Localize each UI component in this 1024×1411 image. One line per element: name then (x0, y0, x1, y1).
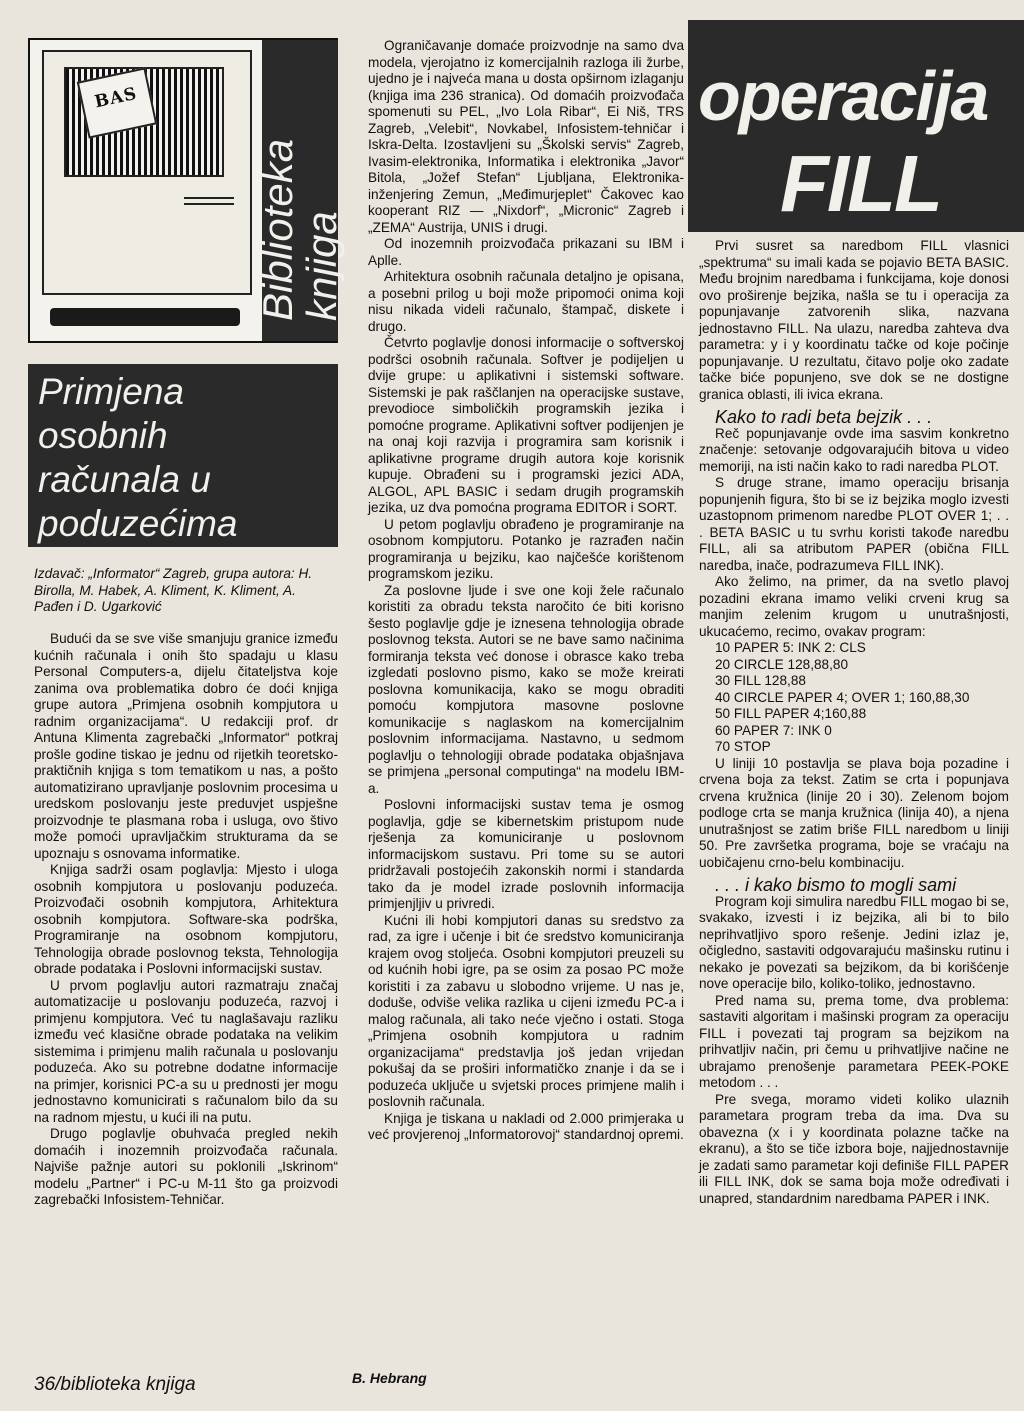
paragraph: Kućni ili hobi kompjutori danas su sredstvo za rad, za igre i učenje i bit će sredstvo komuniciranja krajem ovog stoljeća. Osobni kompjutori preuzeli su od kućnih hobi igre, pa se osim za posao PC može koristiti i za zabavu u slobodno vrijeme. U nas je, doduše, odviše velika razlika u cijeni između PC-a i malog računala, ali tako neće vječno i ostati. Stoga „Primjena osobnih kompjutora u radnim organizacijama“ predstavlja još jedan vrijedan pokušaj da se proširi informatičko znanje i da se i poduzeća uključe u svjetski proces primjene malih i poslovnih računala. (368, 912, 684, 1109)
fill-article-header (688, 20, 1024, 232)
paragraph: U liniji 10 postavlja se plava boja pozadine i crvena boja za tekst. Zatim se crta i popunjava crvena kružnica (linije 20 i 30). Zelenom bojom podloge crta se manja kružnica (linija 40), a njena unutrašnjost se zatim briše FILL naredbom u liniji 50. Pre završetka programa, boje se vraćaju na uobičajenu crno-belu kombinaciju. (699, 755, 1009, 870)
page-footer: 36/biblioteka knjiga (34, 1374, 196, 1395)
header-line-2: FILL (780, 139, 941, 228)
paragraph: Pred nama su, prema tome, dva problema: sastaviti algoritam i mašinski program za operaciju FILL i povezati taj program sa bejzikom na prihvatljiv način, pri čemu u prihvatljive načine ne ubrajamo prenošenje parametara PEEK-POKE metodom . . . (699, 992, 1009, 1090)
code-line: 60 PAPER 7: INK 0 (715, 722, 832, 738)
paragraph: Program koji simulira naredbu FILL mogao bi se, svakako, izvesti i iz bejzika, ali bi to bilo neprihvatljivo sporo rešenje. Jedini izlaz je, očigledno, sastaviti odgovarajuću mašinsku rutinu i nekako je povezati sa bejzikom, da bi korišćenje nove operacije bilo, koliko-toliko, jednostavno. (699, 893, 1009, 991)
section-label: Biblioteka knjiga (254, 138, 345, 321)
paragraph: Knjiga sadrži osam poglavlja: Mjesto i uloga osobnih kompjutora u poslovanju poduzeća. Proizvođači osobnih kompjutora, Arhitektura osobnih kompjutora. Software-ska podrška, Programiranje na osobnom kompjutoru, Tehnologija obrade poslovnog teksta, Tehnologija obrade podataka i Poslovni informacijski sustav. (34, 862, 338, 976)
paragraph: Arhitektura osobnih računala detaljno je opisana, a posebni prilog u boji može pripomoći onima koji nisu nikada videli računalo, štampač, diskete i drugo. (368, 269, 684, 334)
code-listing (699, 640, 1009, 756)
paragraph: Prvi susret sa naredbom FILL vlasnici „spektruma“ su imali kada se pojavio BETA BASIC. Među brojnim naredbama i funkcijama, koje donosi ovo proširenje bejzika, našla se tu i operacija za popunjavanje zatvorenih slika, nazvana jednostavno FILL. Na ulazu, naredba zahteva dva parametra: y i y koordinatu tačke od koje počinje popunjavanje. U rezultatu, čitavo polje oko zadate tačke biće popunjeno, sve dok se ne dostigne granica oblasti, ili ivica ekrana. (699, 238, 1009, 402)
book-credits: Izdavač: „Informator“ Zagreb, grupa autora: H. Birolla, M. Habek, A. Kliment, K. Kliment, A. Pađen i D. Ugarković (34, 566, 313, 614)
paragraph: Pre svega, moramo videti koliko ulaznih parametara program treba da ima. Dva su obavezna (x i y koordinata polazne tačke na ekranu), a što se tiče izbora boje, najjednostavnije je zadati samo parametar koji definiše FILL PAPER ili FILL INK, dok se sama boja može određivati i unapred, standardnim naredbama PAPER i INK. (699, 1091, 1009, 1206)
paragraph: Knjiga je tiskana u nakladi od 2.000 primjeraka u već provjerenoj „Informatorovoj“ standardnoj opremi. (368, 1110, 684, 1142)
paragraph: Od inozemnih proizvođača prikazani su IBM i Aplle. (368, 236, 684, 268)
code-line: 40 CIRCLE PAPER 4; OVER 1; 160,88,30 (715, 689, 970, 705)
article-title: Primjena osobnih računala u poduzećima (28, 364, 338, 547)
paragraph: U prvom poglavlju autori razmatraju značaj automatizacije u poslovanju poduzeća, razvoj i primjenu kompjutora. Već tu naglašavaju razliku između već klasične obrade podataka na velikim sistemima i primjenu malih računala u poslovanju poduzeća. Ako su potrebne dodatne informacije na primjer, korisnici PC-a su u prednosti jer mogu jednostavno komunicirati s računalom bilo da su na radnom mjestu, u kući ili na putu. (34, 977, 338, 1125)
paragraph: Ograničavanje domaće proizvodnje na samo dva modela, vjerojatno iz komercijalnih razloga ili žurbe, ujedno je i najveća mana u dosta opširnom izlaganju (knjiga ima 236 stranica). Od domaćih proizvođača spomenuti su PEL, „Ivo Lola Ribar“, Ei Niš, TRS Zagreb, „Velebit“, Novkabel, Infosistem-tehničar i Iskra-Delta. Izostavljeni su „Školski servis“ Zagreb, Ivasim-elektronika, Informatika i elektronika „Javor“ Bitola, „Jožef Stefan“ Ljubljana, Elektronika-inženjering Zemun, „Međimurjeplet“ Čakovec kao kooperant RIZ — „Nixdorf“, „Micronic“ Zagreb i „ZEMA“ Austrija, UNIS i drugi. (368, 38, 684, 235)
article-column-2 (368, 38, 684, 1144)
paragraph: S druge strane, imamo operaciju brisanja popunjenih figura, što bi se iz bejzika moglo izvesti uzastopnom primenom naredbe PLOT OVER 1; . . . BETA BASIC u tu svrhu koristi takođe naredbu FILL, ali sa atributom PAPER (obična FILL naredba, inače, podrazumeva FILL INK). (699, 475, 1009, 573)
computer-icon (42, 50, 252, 295)
code-line: 50 FILL PAPER 4;160,88 (715, 706, 867, 721)
keyboard-icon (50, 308, 240, 326)
code-line: 70 STOP (715, 739, 771, 754)
code-line: 20 CIRCLE 128,88,80 (715, 656, 849, 672)
subheading: . . . i kako bismo to mogli sami (715, 875, 957, 895)
article-column-1 (34, 631, 338, 1209)
paragraph: Reč popunjavanje ovde ima sasvim konkretno značenje: setovanje odgovarajućih bitova u video memoriji, na isti način kako to radi naredba PLOT. (699, 425, 1009, 474)
fill-article-column (699, 238, 1009, 1207)
disk-slot-icon (184, 197, 234, 205)
subheading: Kako to radi beta bejzik . . . (715, 407, 933, 427)
code-line: 10 PAPER 5: INK 2: CLS (715, 640, 866, 655)
section-label-box (254, 40, 345, 341)
header-line-1: operacija (698, 57, 988, 135)
paragraph: Ako želimo, na primer, da na svetlo plavoj pozadini ekrana imamo veliki crveni krug sa manjim zelenim krugom u unutrašnjosti, ukucaćemo, recimo, ovakav program: (699, 574, 1009, 639)
book-illustration (28, 38, 345, 343)
basic-card: BAS (77, 67, 158, 138)
paragraph: Za poslovne ljude i sve one koji žele računalo koristiti za obradu teksta naročito će biti korisno šesto poglavlje gdje je iznesena tehnologija obrade poslovnog teksta. Autori se ne bave samo načinima formiranja teksta već donose i obrasce kako treba izgledati poslovno pismo, kako se može kreirati poslovna komunikacija, kako se mogu obraditi pomoću kompjutora masovne poslovne komunikacije s naglaskom na komercijalnim poslovnim informacijama. Nastavno, u sedmom poglavlju o tehnologiji obrade podataka objašnjava se primjena „personal computinga“ na modelu IBM-a. (368, 582, 684, 796)
author-signature: B. Hebrang (352, 1370, 427, 1386)
code-line: 30 FILL 128,88 (715, 673, 806, 688)
paragraph: Poslovni informacijski sustav tema je osmog poglavlja, gdje se kibernetskim pristupom nude rješenja za komuniciranje u poslovnom informacijskom sustavu. Pri tome su se autori pridržavali postojećih zakonskih normi i standarda tako da je model izrade poslovnih informacija primjenjljiv u privredi. (368, 797, 684, 911)
paragraph: U petom poglavlju obrađeno je programiranje na osobnom kompjutoru. Potanko je razrađen način programiranja u bejziku, kao najčešće korištenom programskom jeziku. (368, 516, 684, 581)
paragraph: Budući da se sve više smanjuju granice između kućnih računala i onih što spadaju u klasu Personal Computers-a, dijelu čitateljstva koje zanima ova problematika dobro će doći knjiga grupe autora „Primjena osobnih kompjutora u radnim organizacijama“. U redakciji prof. dr Antuna Klimenta zagrebački „Informator“ potkraj prošle godine tiskao je jednu od rijetkih teoretsko-praktičnih knjiga s tom tematikom u nas, a pošto automatizirano upravljanje poslovnim procesima u uredskom poslovanju jeste preduvjet uspješne proizvodnje te plasmana roba i usluga, ovo štivo može pomoći upravljačkim strukturama da se upoznaju s osnovama informatike. (34, 631, 338, 861)
paragraph: Četvrto poglavlje donosi informacije o softverskoj podršci osobnih računala. Softver je podijeljen u dvije grupe: u aplikativni i sistemski software. Sistemski je pak raščlanjen na operacijske sustave, prevodioce simboličkih programskih jezika i pomoćne programe. Aplikativni softver podijenjen je na onaj koji razvija i programira sam korisnik i aplikativne programe drugih autora koje korisnik kupuje. Obrađeni su i programski jezici ADA, ALGOL, APL BASIC i sedam drugih programskih jezika, uz dva pomoćna programa EDITOR i SORT. (368, 335, 684, 515)
paragraph: Drugo poglavlje obuhvaća pregled nekih domaćih i inozemnih proizvođača računala. Najviše pažnje autori su poklonili „Iskrinom“ modelu „Partner“ i PC-u M-11 što ga proizvodi zagrebački Infosistem-Tehničar. (34, 1126, 338, 1207)
